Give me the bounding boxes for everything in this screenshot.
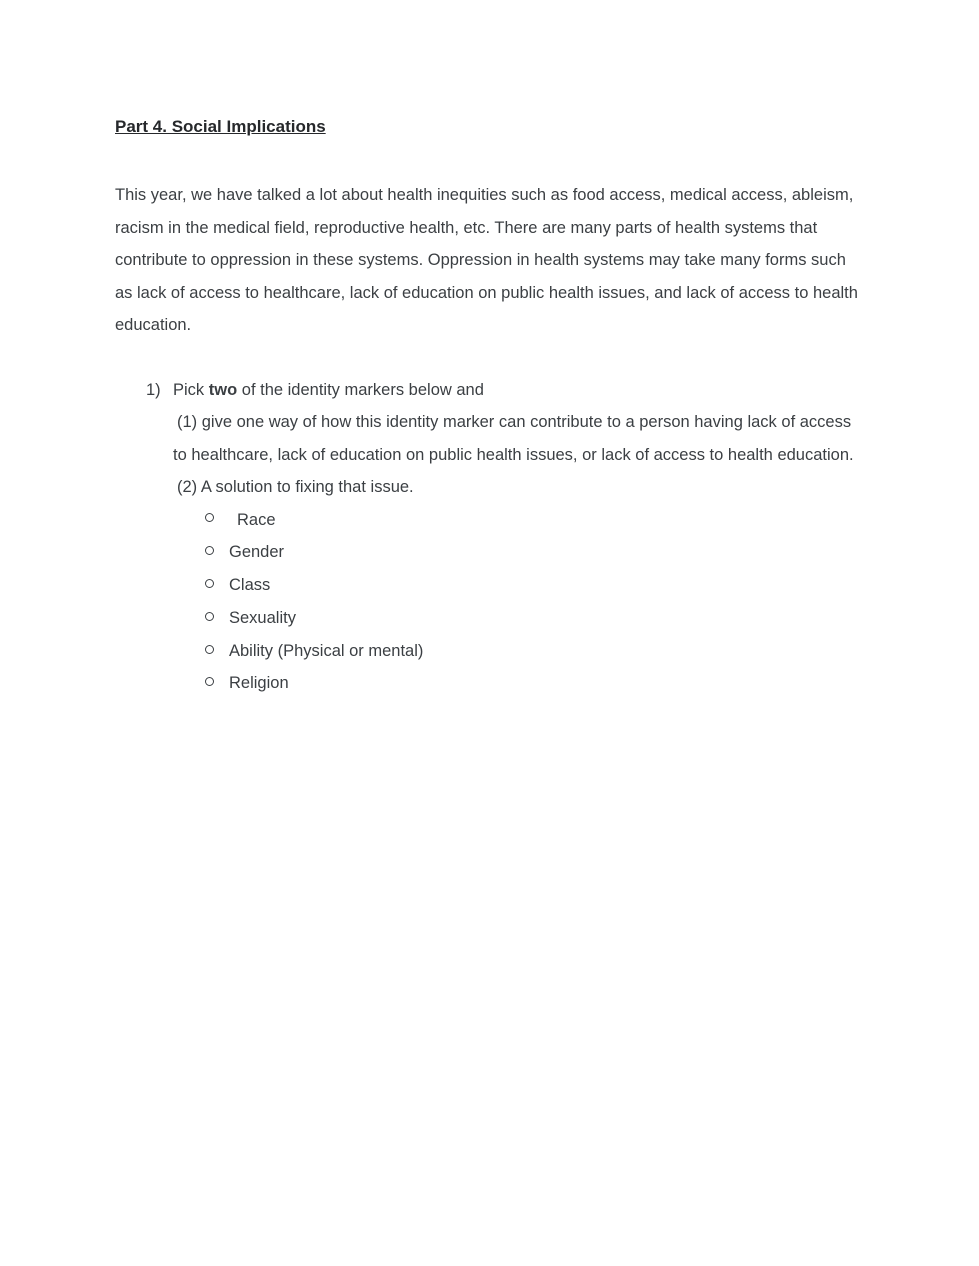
sub-item-2: (2) A solution to fixing that issue. (177, 478, 414, 496)
bullet-item (205, 635, 861, 668)
identity-markers-list (173, 504, 861, 701)
bullet-label: Class (229, 576, 271, 595)
bullet-circle-icon (205, 546, 214, 555)
bullet-item (205, 504, 861, 537)
bullet-circle-icon (205, 677, 214, 686)
bullet-label: Ability (Physical or mental) (229, 641, 424, 660)
list-item-text-prefix: Pick (173, 380, 209, 399)
section-heading: Part 4. Social Implications (115, 117, 326, 136)
list-item-text-suffix: of the identity markers below and (237, 380, 484, 399)
bullet-label: Sexuality (229, 608, 296, 627)
list-item-line (173, 374, 861, 407)
sub-item-1: (1) give one way of how this identity marker can contribute to a person having lack of access to healthcare, lack of education on public health issues, or lack of access to health education. (173, 413, 854, 464)
list-item-text-bold: two (208, 380, 238, 399)
bullet-label: Gender (229, 543, 285, 562)
bullet-item (205, 667, 861, 700)
intro-paragraph: This year, we have talked a lot about health inequities such as food access, medical access, ableism, racism in the medical field, reproductive health, etc. There are many parts of health systems that contribute to oppression in these systems. Oppression in health systems may take many forms such as lack of access to healthcare, lack of education on public health issues, and lack of access to health education. (115, 186, 858, 334)
list-number: 1) (146, 380, 161, 399)
bullet-circle-icon (205, 513, 214, 522)
bullet-label: Religion (229, 674, 289, 693)
bullet-item (205, 536, 861, 569)
bullet-label: Race (237, 510, 276, 529)
bullet-circle-icon (205, 579, 214, 588)
numbered-list-item (115, 374, 861, 701)
bullet-circle-icon (205, 612, 214, 621)
list-item-body (173, 374, 861, 701)
bullet-item (205, 602, 861, 635)
bullet-circle-icon (205, 645, 214, 654)
bullet-item (205, 569, 861, 602)
